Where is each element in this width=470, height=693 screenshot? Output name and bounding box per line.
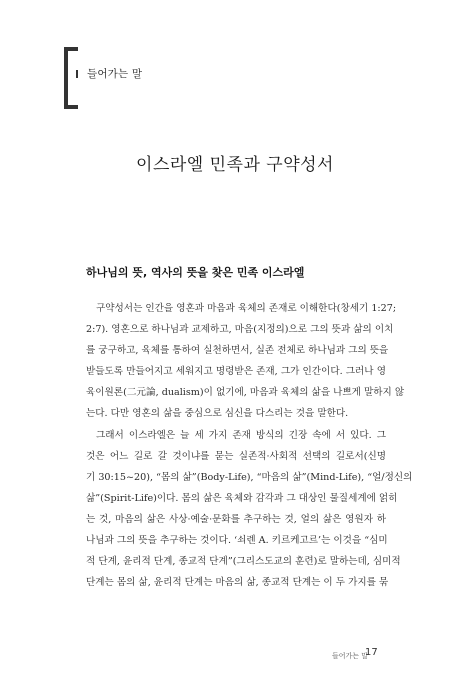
section-bracket-tick [76, 70, 78, 78]
body-line: 받들도록 만들어지고 세워지고 명령받은 존재, 그가 인간이다. 그러나 영 [86, 366, 386, 378]
body-line: 그래서 이스라엘은 늘 세 가지 존재 방식의 긴장 속에 서 있다. 그 [96, 429, 386, 441]
body-line: 나님과 그의 뜻을 추구하는 것이다. ‘쇠렌 A. 키르케고르’는 이것을 “심미 [86, 535, 388, 547]
body-line: 삶”(Spirit-Life)이다. 몸의 삶은 육체와 감각과 그 대상인 물질세계에 얽히 [86, 492, 398, 504]
section-subheading: 하나님의 뜻, 역사의 뜻을 찾은 민족 이스라엘 [86, 266, 305, 279]
body-line: 를 궁구하고, 육체를 통하여 실천하면서, 실존 전체로 하나님과 그의 뜻을 [86, 345, 389, 357]
running-footer-title: 들어가는 말 [332, 652, 369, 660]
body-line: 적 단계, 윤리적 단계, 종교적 단계”(그리스도교의 훈련)로 말하는데, 심미적 [86, 556, 401, 568]
body-line: 단계는 몸의 삶, 윤리적 단계는 마음의 삶, 종교적 단계는 이 두 가지를 묶 [86, 577, 389, 589]
section-bracket-mark [64, 47, 78, 109]
section-label: 들어가는 말 [87, 68, 143, 80]
body-line: 구약성서는 인간을 영혼과 마음과 육체의 존재로 이해한다(창세기 1:27; [96, 303, 397, 314]
body-line: 2:7). 영혼으로 하나님과 교제하고, 마음(지정의)으로 그의 뜻과 삶의 이치 [86, 324, 394, 336]
body-line: 것은 어느 길로 갈 것이냐를 묻는 실존적·사회적 선택의 길로서(신명 [86, 450, 386, 462]
body-line: 는다. 다만 영혼의 삶을 중심으로 심신을 다스리는 것을 말한다. [86, 408, 349, 420]
body-line: 기 30:15~20), “몸의 삶”(Body-Life), “마음의 삶”(Mind-Life), “얼/정신의 [86, 471, 413, 483]
body-text [86, 298, 413, 593]
body-line: 는 것, 마음의 삶은 사상·예술·문화를 추구하는 것, 얼의 삶은 영원자 하 [86, 513, 386, 525]
chapter-title: 이스라엘 민족과 구약성서 [136, 155, 334, 175]
page-number: 17 [365, 647, 378, 658]
body-line: 육이원론(二元論, dualism)이 없기에, 마음과 육체의 삶을 나쁘게 말하지 않 [86, 387, 405, 399]
